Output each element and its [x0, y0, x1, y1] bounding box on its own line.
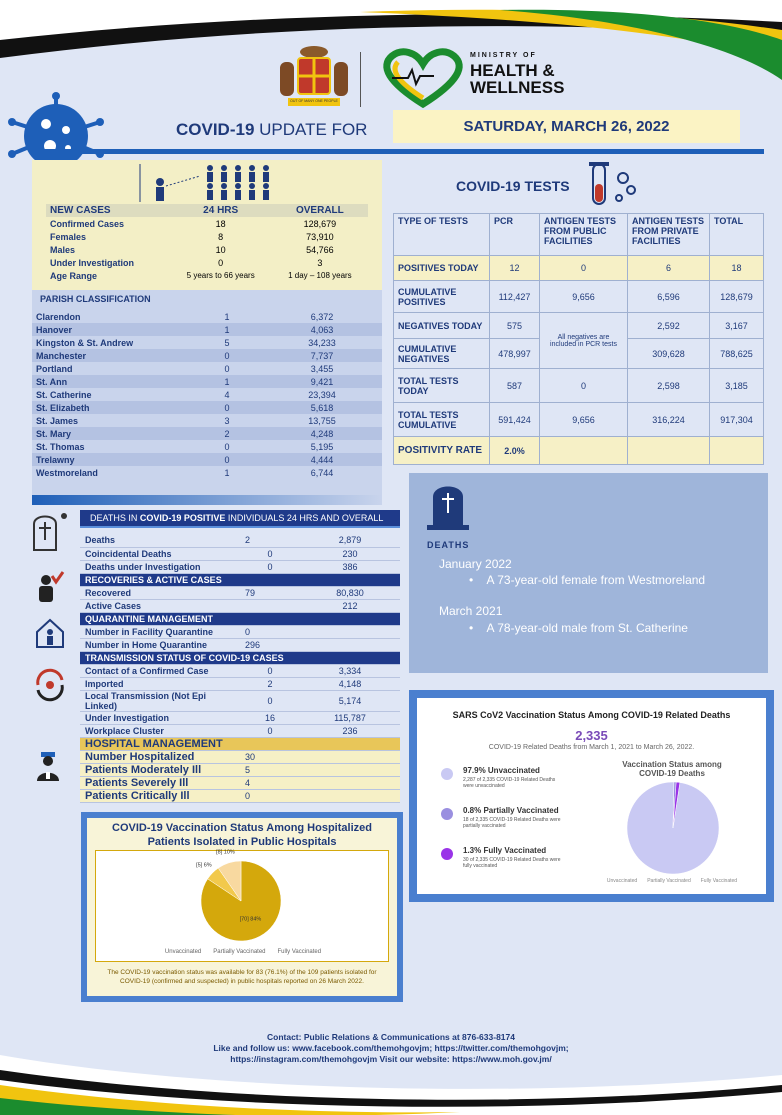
- parish-title: PARISH CLASSIFICATION: [40, 294, 151, 304]
- parish-overall: 4,248: [310, 428, 334, 439]
- parish-overall: 5,195: [310, 441, 334, 452]
- cell: 2,598: [628, 369, 710, 403]
- table-row: [32, 427, 382, 440]
- parish-overall: 5,618: [310, 402, 334, 413]
- row-label: Under Investigation: [50, 257, 135, 268]
- row-label: Males: [50, 244, 76, 255]
- tests-table: [393, 213, 764, 465]
- tests-title: COVID-19 TESTS: [456, 178, 570, 194]
- parish-24h: 2: [224, 428, 230, 439]
- parish-24h: 0: [224, 402, 230, 413]
- recovered-person-icon: [34, 570, 64, 604]
- table-row: [46, 230, 368, 243]
- deaths-title-bold: COVID-19 POSITIVE: [139, 513, 226, 523]
- row-overall: 236: [300, 724, 400, 737]
- deaths-title-post: INDIVIDUALS 24 HRS AND OVERALL: [225, 513, 384, 523]
- hosp-footnote: The COVID-19 vaccination status was available for 83 (76.1%) of the 109 patients isolated for COVID-19 (confirmed and suspected) in public hospitals reported on 26 March 2022.: [107, 969, 377, 985]
- hospital-title: HOSPITAL MANAGEMENT: [80, 737, 400, 750]
- home-quarantine-icon: [34, 617, 66, 649]
- parish-24h: 0: [224, 441, 230, 452]
- sars-item-head: 1.3% Fully Vaccinated: [463, 846, 547, 855]
- row-24h: 5 years to 66 years: [186, 271, 255, 280]
- table-row: [32, 349, 382, 362]
- parish-overall: 3,455: [310, 363, 334, 374]
- row-label: POSITIVES TODAY: [394, 256, 490, 281]
- hosp-chart-title-2: Patients Isolated in Public Hospitals: [147, 836, 337, 848]
- sars-item-dot: [441, 848, 453, 860]
- deaths-group1-title: January 2022: [439, 557, 512, 571]
- cell: 6: [628, 256, 710, 281]
- grave-icon: [425, 481, 471, 531]
- deaths-info-panel: [409, 473, 768, 673]
- table-row: [80, 789, 400, 802]
- cell: 2.0%: [490, 437, 540, 465]
- report-date: SATURDAY, MARCH 26, 2022: [393, 110, 740, 143]
- row-label: POSITIVITY RATE: [394, 437, 490, 465]
- row-label: Recovered: [80, 586, 240, 599]
- tests-header-private: ANTIGEN TESTS FROM PRIVATE FACILITIES: [628, 214, 710, 256]
- tests-header-type: TYPE OF TESTS: [394, 214, 490, 256]
- row-overall: 1 day – 108 years: [288, 271, 352, 280]
- deaths-label: DEATHS: [427, 540, 470, 550]
- row-overall: 73,910: [306, 231, 334, 242]
- row-24h: 16: [240, 711, 300, 724]
- parish-overall: 6,372: [310, 311, 334, 322]
- table-row: [394, 281, 764, 313]
- footer-contact: Contact: Public Relations & Communications at 876-633-8174: [267, 1032, 515, 1042]
- row-overall: 54,766: [306, 244, 334, 255]
- table-row: [46, 256, 368, 269]
- heart-icon: [378, 48, 468, 108]
- cell: 9,656: [540, 281, 628, 313]
- ministry-name-line2: WELLNESS: [470, 78, 565, 97]
- row-overall: [300, 638, 400, 651]
- row-value: 4: [240, 776, 300, 789]
- parish-name: Portland: [36, 363, 73, 374]
- row-label: TOTAL TESTS TODAY: [394, 369, 490, 403]
- pie-data-label: [5] 6%: [196, 862, 212, 869]
- moh-logo: [378, 48, 583, 108]
- row-label: Active Cases: [80, 599, 240, 612]
- table-row: [80, 560, 400, 573]
- parish-overall: 13,755: [308, 415, 336, 426]
- cell: 12: [490, 256, 540, 281]
- row-label: CUMULATIVE POSITIVES: [394, 281, 490, 313]
- row-24h: 8: [218, 231, 224, 242]
- row-label: Females: [50, 231, 87, 242]
- cell: 788,625: [710, 339, 764, 369]
- table-row: [394, 313, 764, 339]
- parish-name: St. Thomas: [36, 441, 85, 452]
- row-24h: 0: [240, 724, 300, 737]
- table-row: [32, 336, 382, 349]
- deaths-panel: [80, 510, 400, 803]
- table-row: [80, 776, 400, 789]
- row-overall: 230: [300, 547, 400, 560]
- sars-item-sub: 30 of 2,335 COVID-19 Related Deaths were fully vaccinated: [463, 857, 561, 869]
- deaths-title-pre: DEATHS IN: [90, 513, 140, 523]
- row-overall: 3,334: [300, 664, 400, 677]
- table-row: [32, 362, 382, 375]
- parish-24h: 0: [224, 454, 230, 465]
- parish-name: St. Elizabeth: [36, 402, 90, 413]
- quarantine-title: QUARANTINE MANAGEMENT: [80, 612, 400, 625]
- parish-name: St. Catherine: [36, 389, 92, 400]
- item-text: A 78-year-old male from St. Catherine: [486, 621, 688, 635]
- parish-overall: 4,063: [310, 324, 334, 335]
- row-overall: 5,174: [300, 690, 400, 711]
- row-overall: 4,148: [300, 677, 400, 690]
- sars-item-dot: [441, 808, 453, 820]
- row-label: Under Investigation: [80, 711, 240, 724]
- sars-item-head: 97.9% Unvaccinated: [463, 766, 540, 775]
- table-row: [80, 664, 400, 677]
- row-value: 0: [240, 789, 300, 802]
- deaths-table: [80, 528, 400, 803]
- parish-name: Clarendon: [36, 311, 81, 322]
- hosp-legend: [96, 949, 390, 955]
- cell: 575: [490, 313, 540, 339]
- tests-header-public: ANTIGEN TESTS FROM PUBLIC FACILITIES: [540, 214, 628, 256]
- cell: 0: [540, 256, 628, 281]
- tests-title-bar: [382, 160, 764, 210]
- row-label: Patients Severely Ill: [80, 776, 240, 789]
- row-24h: 0: [240, 547, 300, 560]
- title-prefix: COVID-19: [176, 120, 255, 139]
- pie-data-label: [70] 84%: [239, 916, 262, 923]
- table-row: [80, 711, 400, 724]
- table-row: [80, 638, 400, 651]
- nc-header-overall: OVERALL: [295, 205, 344, 216]
- row-24h: 0: [240, 560, 300, 573]
- row-value: 30: [240, 750, 300, 763]
- row-24h: 2: [240, 534, 300, 547]
- parish-name: St. James: [36, 415, 79, 426]
- people-testing-icon: [150, 164, 300, 204]
- row-24h: 18: [215, 218, 226, 229]
- cell: 9,656: [540, 403, 628, 437]
- cell: 478,997: [490, 339, 540, 369]
- parish-overall: 23,394: [308, 389, 336, 400]
- row-label: Local Transmission (Not Epi Linked): [80, 690, 240, 711]
- cell: 2,592: [628, 313, 710, 339]
- parish-name: St. Mary: [36, 428, 72, 439]
- cell: 587: [490, 369, 540, 403]
- table-row: [80, 599, 400, 612]
- parish-24h: 1: [224, 311, 230, 322]
- parish-panel: [32, 290, 382, 495]
- table-row: [80, 586, 400, 599]
- left-bottom-bar: [32, 495, 382, 505]
- legend-item: Unvaccinated: [606, 878, 638, 884]
- parish-overall: 6,744: [310, 467, 334, 478]
- row-label: Workplace Cluster: [80, 724, 240, 737]
- row-overall: [300, 625, 400, 638]
- table-row: [32, 323, 382, 336]
- title-suffix: UPDATE FOR: [259, 120, 368, 139]
- parish-table: [32, 310, 382, 479]
- table-row: [80, 534, 400, 547]
- row-24h: 79: [240, 586, 300, 599]
- parish-24h: 0: [224, 363, 230, 374]
- row-24h: 0: [240, 664, 300, 677]
- transmission-cycle-icon: [32, 670, 68, 700]
- footer-website: https://instagram.com/themohgovjm Visit our website: https://www.moh.gov.jm/: [230, 1054, 552, 1064]
- table-row: [32, 401, 382, 414]
- item-text: A 73-year-old female from Westmoreland: [486, 573, 706, 587]
- hosp-chart-title-1: COVID-19 Vaccination Status Among Hospitalized: [112, 822, 372, 834]
- hosp-pie-chart: [156, 849, 326, 945]
- coat-of-arms-logo: [270, 42, 358, 108]
- sars-total: 2,335: [575, 728, 608, 743]
- footer-social: Like and follow us: www.facebook.com/themohgovjm; https://twitter.com/themohgovjm;: [213, 1043, 569, 1053]
- row-24h: 2: [240, 677, 300, 690]
- row-label: Number in Home Quarantine: [80, 638, 240, 651]
- deaths-group2-title: March 2021: [439, 604, 503, 618]
- cell: 18: [710, 256, 764, 281]
- test-tube-icon: [585, 160, 640, 210]
- row-overall: 386: [300, 560, 400, 573]
- row-24h: 0: [240, 625, 300, 638]
- table-row: [32, 466, 382, 479]
- cell: 3,167: [710, 313, 764, 339]
- legend-item: Partially Vaccinated: [647, 878, 691, 884]
- row-label: Confirmed Cases: [50, 218, 125, 229]
- parish-overall: 9,421: [310, 376, 334, 387]
- row-24h: 10: [215, 244, 226, 255]
- row-label: Deaths under Investigation: [80, 560, 240, 573]
- parish-name: St. Ann: [36, 376, 68, 387]
- deaths-table-title: [80, 510, 400, 528]
- sars-item-sub: 18 of 2,335 COVID-19 Related Deaths were partially vaccinated: [463, 817, 561, 829]
- legend-item: Partially Vaccinated: [213, 949, 266, 955]
- parish-name: Manchester: [36, 350, 87, 361]
- pie-data-label: [8] 10%: [216, 849, 235, 856]
- table-row: [394, 437, 764, 465]
- legend-item: Unvaccinated: [164, 949, 202, 955]
- table-row: [46, 217, 368, 230]
- deaths-group2-item: • A 78-year-old male from St. Catherine: [469, 621, 688, 635]
- cell: 112,427: [490, 281, 540, 313]
- ministry-of-label: MINISTRY OF: [470, 52, 537, 59]
- nurse-icon: [34, 750, 62, 782]
- sars-title: SARS CoV2 Vaccination Status Among COVID-19 Related Deaths: [452, 710, 731, 720]
- negatives-note: All negatives are included in PCR tests: [540, 313, 628, 369]
- row-overall: 212: [300, 599, 400, 612]
- parish-24h: 5: [224, 337, 230, 348]
- header-divider: [32, 149, 764, 154]
- row-label: Age Range: [50, 270, 98, 281]
- row-label: Number Hospitalized: [80, 750, 240, 763]
- parish-24h: 1: [224, 324, 230, 335]
- parish-name: Hanover: [36, 324, 73, 335]
- table-row: [32, 440, 382, 453]
- table-row: [46, 243, 368, 256]
- row-24h: 296: [240, 638, 300, 651]
- tests-header-total: TOTAL: [710, 214, 764, 256]
- row-overall: 2,879: [300, 534, 400, 547]
- hospitalized-chart-panel: [81, 812, 403, 1002]
- table-row: [394, 369, 764, 403]
- parish-overall: 34,233: [308, 337, 336, 348]
- table-row: [80, 625, 400, 638]
- new-cases-table: [46, 204, 368, 282]
- row-label: NEGATIVES TODAY: [394, 313, 490, 339]
- row-label: Coincidental Deaths: [80, 547, 240, 560]
- table-row: [32, 310, 382, 323]
- row-label: Contact of a Confirmed Case: [80, 664, 240, 677]
- parish-24h: 1: [224, 467, 230, 478]
- row-24h: 0: [218, 257, 224, 268]
- row-label: TOTAL TESTS CUMULATIVE: [394, 403, 490, 437]
- row-label: Patients Critically Ill: [80, 789, 240, 802]
- row-overall: 115,787: [300, 711, 400, 724]
- table-row: [80, 690, 400, 711]
- ministry-name-line1: HEALTH &: [470, 61, 555, 80]
- transmission-title: TRANSMISSION STATUS OF COVID-19 CASES: [80, 651, 400, 664]
- logo-divider: [360, 52, 361, 107]
- legend-item: Fully Vaccinated: [700, 878, 738, 884]
- page-title: [176, 120, 367, 140]
- legend-item: Fully Vaccinated: [277, 949, 322, 955]
- parish-24h: 4: [224, 389, 230, 400]
- sars-item-head: 0.8% Partially Vaccinated: [463, 806, 559, 815]
- deaths-group1-item: • A 73-year-old female from Westmoreland: [469, 573, 706, 587]
- row-label: CUMULATIVE NEGATIVES: [394, 339, 490, 369]
- cell: 3,185: [710, 369, 764, 403]
- parish-overall: 4,444: [310, 454, 334, 465]
- sars-vaccination-panel: [409, 690, 774, 902]
- sars-legend: [587, 878, 757, 884]
- cell: 0: [540, 369, 628, 403]
- nc-header-24h: 24 HRS: [203, 205, 239, 216]
- table-row: [32, 414, 382, 427]
- row-overall: 80,830: [300, 586, 400, 599]
- table-row: [80, 677, 400, 690]
- table-row: [80, 547, 400, 560]
- parish-24h: 0: [224, 350, 230, 361]
- table-row: [80, 750, 400, 763]
- row-24h: 0: [240, 690, 300, 711]
- row-overall: 128,679: [303, 218, 337, 229]
- cell: 128,679: [710, 281, 764, 313]
- table-row: [32, 453, 382, 466]
- table-row: [80, 763, 400, 776]
- sars-item-sub: 2,287 of 2,335 COVID-19 Related Deaths were unvaccinated: [463, 777, 556, 789]
- section-header: [80, 651, 400, 664]
- parish-24h: 1: [224, 376, 230, 387]
- tombstone-icon: [24, 510, 70, 552]
- cell: 316,224: [628, 403, 710, 437]
- cell: 917,304: [710, 403, 764, 437]
- row-value: 5: [240, 763, 300, 776]
- sars-subtitle: COVID-19 Related Deaths from March 1, 2021 to March 26, 2022.: [488, 744, 695, 751]
- row-overall: 3: [317, 257, 323, 268]
- row-label: Deaths: [80, 534, 240, 547]
- table-row: [46, 269, 368, 282]
- coat-of-arms-motto: OUT OF MANY ONE PEOPLE: [290, 99, 338, 103]
- parish-name: Kingston & St. Andrew: [36, 337, 134, 348]
- section-header: [80, 612, 400, 625]
- table-row: [394, 403, 764, 437]
- table-row: [32, 375, 382, 388]
- section-header: [80, 737, 400, 750]
- recoveries-title: RECOVERIES & ACTIVE CASES: [80, 573, 400, 586]
- row-label: Patients Moderately Ill: [80, 763, 240, 776]
- sars-item-dot: [441, 768, 453, 780]
- sars-pie-title: Vaccination Status among COVID-19 Deaths: [622, 760, 722, 778]
- section-header: [80, 573, 400, 586]
- parish-24h: 3: [224, 415, 230, 426]
- cell: 591,424: [490, 403, 540, 437]
- row-24h: [240, 599, 300, 612]
- parish-name: Trelawny: [36, 454, 75, 465]
- parish-name: Westmoreland: [36, 467, 98, 478]
- footer: [0, 1032, 782, 1065]
- table-row: [394, 256, 764, 281]
- parish-overall: 7,737: [310, 350, 334, 361]
- sars-pie-chart: [625, 780, 721, 876]
- table-row: [32, 388, 382, 401]
- nc-header-label: NEW CASES: [50, 205, 111, 216]
- cell: 309,628: [628, 339, 710, 369]
- tests-header-pcr: PCR: [490, 214, 540, 256]
- row-label: Imported: [80, 677, 240, 690]
- row-label: Number in Facility Quarantine: [80, 625, 240, 638]
- table-row: [80, 724, 400, 737]
- cell: 6,596: [628, 281, 710, 313]
